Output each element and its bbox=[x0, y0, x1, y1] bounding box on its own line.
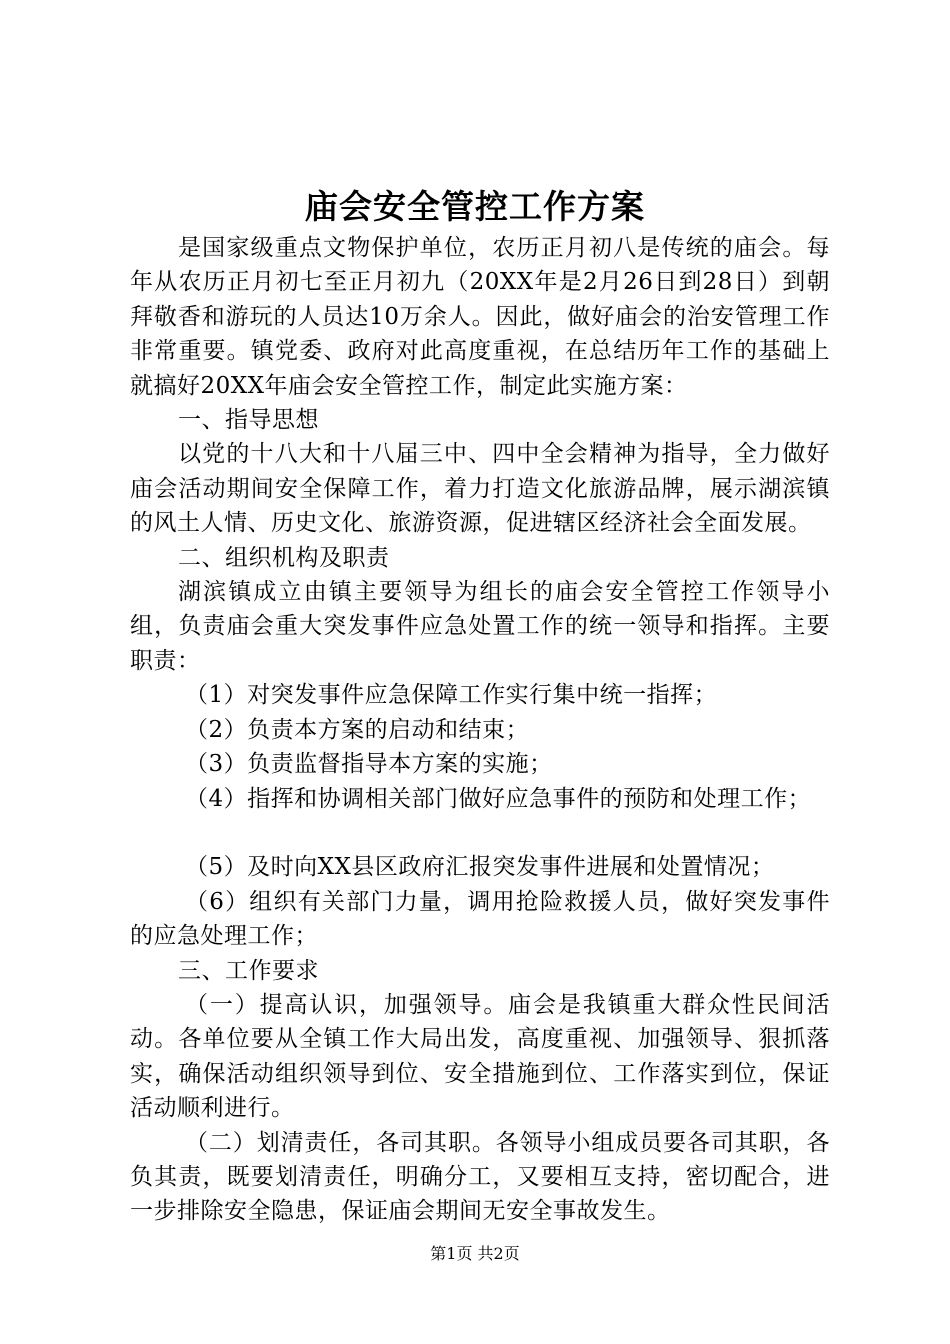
section-heading-organization: 二、组织机构及职责 bbox=[178, 544, 390, 571]
section-heading-requirements: 三、工作要求 bbox=[178, 957, 319, 984]
duty-item-1: （1）对突发事件应急保障工作实行集中统一指挥； bbox=[185, 682, 718, 709]
intro-paragraph: 是国家级重点文物保护单位，农历正月初八是传统的庙会。每年从农历正月初七至正月初九（20XX年是2月26日到28日）到朝拜敬香和游玩的人员达10万余人。因此，做好庙会的治安管理工作非常重要。镇党委、政府对此高度重视，在总结历年工作的基础上就搞好20XX年庙会安全管控工作，制定此实施方案： bbox=[130, 235, 830, 399]
organization-paragraph: 湖滨镇成立由镇主要领导为组长的庙会安全管控工作领导小组，负责庙会重大突发事件应急处置工作的统一领导和指挥。主要职责： bbox=[130, 579, 830, 674]
requirement-paragraph-2: （二）划清责任，各司其职。各领导小组成员要各司其职，各负其责，既要划清责任，明确分工，又要相互支持，密切配合，进一步排除安全隐患，保证庙会期间无安全事故发生。 bbox=[130, 1129, 830, 1225]
duty-item-4: （4）指挥和协调相关部门做好应急事件的预防和处理工作； bbox=[185, 785, 812, 812]
duty-item-3: （3）负责监督指导本方案的实施； bbox=[185, 751, 553, 778]
document-body bbox=[130, 231, 830, 1229]
document-title: 庙会安全管控工作方案 bbox=[305, 187, 645, 226]
duty-item-5: （5）及时向XX县区政府汇报突发事件进展和处置情况； bbox=[185, 854, 775, 881]
blank-line bbox=[130, 816, 830, 850]
page-number-footer: 第1页 共2页 bbox=[430, 1244, 520, 1263]
duty-item-6: （6）组织有关部门力量，调用抢险救援人员，做好突发事件的应急处理工作； bbox=[130, 888, 830, 950]
section-heading-guiding-ideology: 一、指导思想 bbox=[178, 407, 319, 434]
duty-item-2: （2）负责本方案的启动和结束； bbox=[185, 716, 530, 743]
requirement-paragraph-1: （一）提高认识，加强领导。庙会是我镇重大群众性民间活动。各单位要从全镇工作大局出发，高度重视、加强领导、狠抓落实，确保活动组织领导到位、安全措施到位、工作落实到位，保证活动顺利进行。 bbox=[130, 991, 830, 1122]
guiding-ideology-paragraph: 以党的十八大和十八届三中、四中全会精神为指导，全力做好庙会活动期间安全保障工作，着力打造文化旅游品牌，展示湖滨镇的风土人情、历史文化、旅游资源，促进辖区经济社会全面发展。 bbox=[130, 441, 830, 537]
